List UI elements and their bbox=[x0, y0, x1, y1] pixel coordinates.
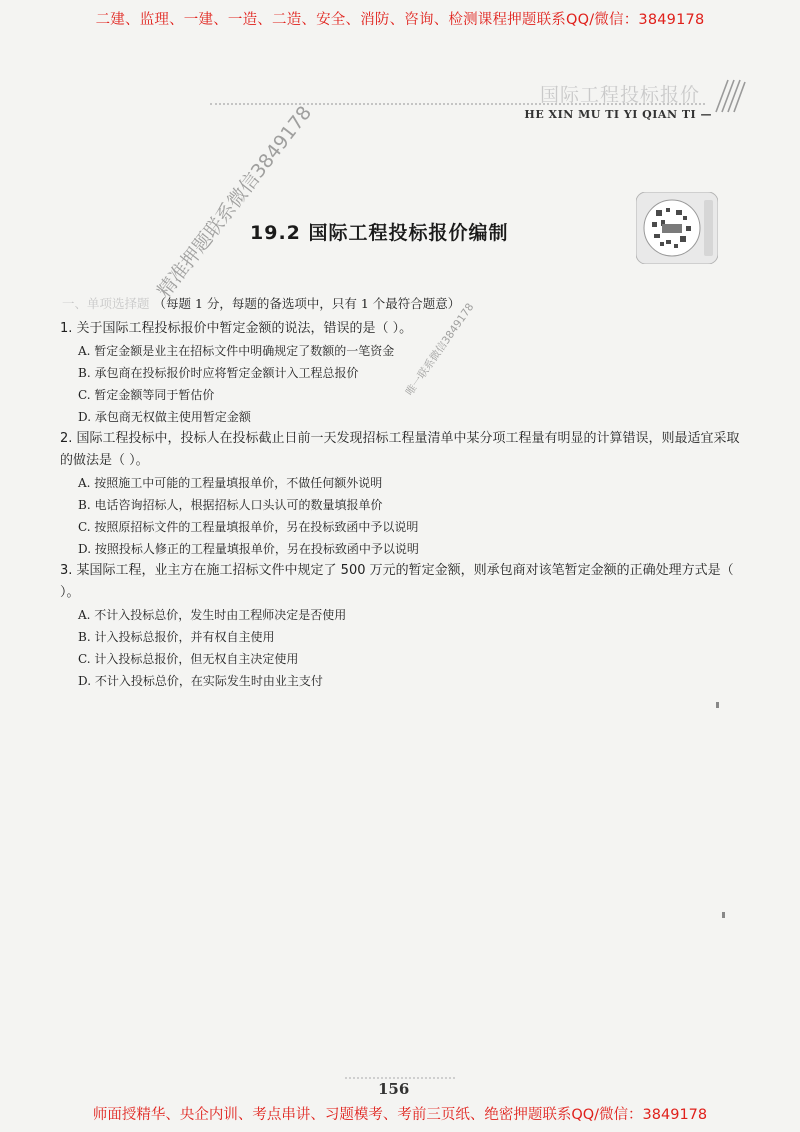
question-2-option-a: A. 按照施工中可能的工程量填报单价，不做任何额外说明 bbox=[78, 476, 383, 490]
part-heading bbox=[62, 294, 460, 312]
question-1-option-c: C. 暂定金额等同于暂估价 bbox=[78, 388, 215, 402]
running-header-pinyin: HE XIN MU TI YI QIAN TI — bbox=[524, 108, 712, 121]
question-stem-1: 1. 关于国际工程投标报价中暂定金额的说法，错误的是（ ）。 bbox=[60, 321, 413, 336]
question-2-option-b: B. 电话咨询招标人，根据招标人口头认可的数量填报单价 bbox=[78, 498, 383, 512]
question-3-option-c: C. 计入投标总报价，但无权自主决定使用 bbox=[78, 652, 299, 666]
bottom-banner: 师面授精华、央企内训、考点串讲、习题模考、考前三页纸、绝密押题联系QQ/微信：3849178 bbox=[92, 1107, 708, 1123]
question-2-option-c: C. 按照原招标文件的工程量填报单价，另在投标致函中予以说明 bbox=[78, 520, 419, 534]
header-divider bbox=[210, 103, 705, 106]
top-banner: 二建、监理、一建、一造、二造、安全、消防、咨询、检测课程押题联系QQ/微信：3849178 bbox=[95, 12, 705, 28]
question-stem-2: 2. 国际工程投标中，投标人在投标截止日前一天发现招标工程量清单中某分项工程量有明显的计算错误，则最适宜采取的做法是（ ）。 bbox=[60, 431, 740, 468]
diagonal-watermark-2: 唯一联系微信3849178 bbox=[403, 301, 477, 399]
part-label: 一、单项选择题 bbox=[62, 296, 150, 311]
scan-speck bbox=[716, 702, 719, 708]
section-title: 19.2 国际工程投标报价编制 bbox=[250, 222, 509, 244]
question-list bbox=[60, 318, 750, 692]
part-note: （每题 1 分，每题的备选项中，只有 1 个最符合题意） bbox=[153, 296, 461, 311]
running-header-title: 国际工程投标报价 bbox=[539, 84, 700, 106]
scan-speck bbox=[722, 912, 725, 918]
diagonal-watermark-1: 精准押题联系微信3849178 bbox=[153, 101, 317, 303]
question-3-option-b: B. 计入投标总报价，并有权自主使用 bbox=[78, 630, 275, 644]
qr-code-badge-icon bbox=[636, 192, 718, 264]
question-2-option-d: D. 按照投标人修正的工程量填报单价，另在投标致函中予以说明 bbox=[78, 542, 419, 556]
hatch-decoration-icon bbox=[712, 78, 746, 114]
question-1-option-a: A. 暂定金额是业主在招标文件中明确规定了数额的一笔资金 bbox=[78, 344, 395, 358]
question-1-option-d: D. 承包商无权做主使用暂定金额 bbox=[78, 410, 251, 424]
question-stem-3: 3. 某国际工程，业主方在施工招标文件中规定了 500 万元的暂定金额，则承包商对该笔暂定金额的正确处理方式是（ ）。 bbox=[60, 563, 734, 600]
page-number: 156 bbox=[378, 1080, 410, 1098]
question-1-option-b: B. 承包商在投标报价时应将暂定金额计入工程总报价 bbox=[78, 366, 359, 380]
question-3-option-d: D. 不计入投标总价，在实际发生时由业主支付 bbox=[78, 674, 323, 688]
question-3-option-a: A. 不计入投标总价，发生时由工程师决定是否使用 bbox=[78, 608, 347, 622]
